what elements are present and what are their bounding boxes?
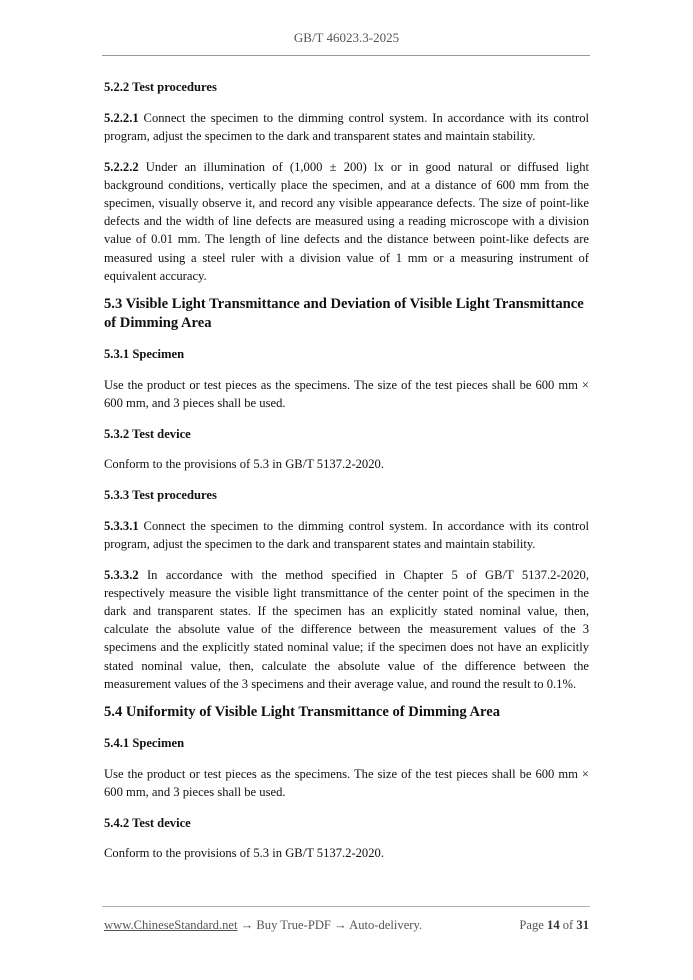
total-pages: 31: [576, 918, 589, 932]
clause-number: 5.3.3.2: [104, 567, 139, 582]
current-page: 14: [547, 918, 560, 932]
paragraph-5-2-2-1: [104, 109, 589, 145]
clause-number: 5.2.2.1: [104, 110, 139, 125]
paragraph-5-4-1: Use the product or test pieces as the specimens. The size of the test pieces shall be 600 mm × 600 mm, and 3 pieces shall be used.: [104, 766, 589, 799]
page-of: of: [559, 918, 577, 932]
page-footer: [104, 918, 589, 933]
clause-text: Under an illumination of (1,000 ± 200) lx or in good natural or diffused light background conditions, vertically place the specimen, and at a distance of 600 mm from the specimen, visually observe it, and record any visible appearance defects. The size of point-like defects and the width of line defects are measured using a reading microscope with a division value of 0.01 mm. The length of line defects and the distance between point-like defects are measured using a steel ruler with a division value of 1 mm or a measuring instrument of equivalent accuracy.: [104, 159, 589, 283]
page-number: [519, 918, 589, 933]
page-header-title: GB/T 46023.3-2025: [293, 30, 400, 45]
heading-5-3-2: 5.3.2 Test device: [104, 426, 191, 441]
clause-text: Connect the specimen to the dimming control system. In accordance with its control program, adjust the specimen to the dark and transparent states and maintain stability.: [104, 110, 589, 143]
heading-5-3-3: 5.3.3 Test procedures: [104, 488, 217, 503]
clause-number: 5.3.3.1: [104, 518, 139, 533]
document-body: [104, 78, 589, 875]
heading-5-4-1: 5.4.1 Specimen: [104, 736, 185, 751]
paragraph-5-3-2: Conform to the provisions of 5.3 in GB/T 5137.2-2020.: [104, 457, 384, 472]
paragraph-5-3-1: Use the product or test pieces as the specimens. The size of the test pieces shall be 600 mm × 600 mm, and 3 pieces shall be used.: [104, 377, 589, 410]
footer-tagline: → Buy True-PDF → Auto-delivery.: [237, 918, 423, 932]
website-link[interactable]: www.ChineseStandard.net: [104, 918, 238, 932]
footer-promo: [104, 918, 422, 933]
heading-5-3-1: 5.3.1 Specimen: [104, 347, 185, 362]
paragraph-5-3-3-2: [104, 566, 589, 693]
clause-text: Connect the specimen to the dimming control system. In accordance with its control program, adjust the specimen to the dark and transparent states and maintain stability.: [104, 518, 589, 551]
heading-5-4-2: 5.4.2 Test device: [104, 815, 191, 830]
heading-5-2-2: 5.2.2 Test procedures: [104, 80, 217, 94]
page-label: Page: [519, 918, 548, 932]
heading-5-3: 5.3 Visible Light Transmittance and Deviation of Visible Light Transmittance of Dimming Area: [104, 296, 584, 332]
footer-divider: [102, 906, 590, 907]
paragraph-5-3-3-1: [104, 517, 589, 553]
heading-5-4: 5.4 Uniformity of Visible Light Transmittance of Dimming Area: [104, 704, 501, 721]
clause-text: In accordance with the method specified in Chapter 5 of GB/T 5137.2-2020, respectively measure the visible light transmittance of the center point of the specimen in the dark and transparent states. If the specimen has an explicitly stated nominal value, then, calculate the absolute value of the difference between the measurement values of the 3 specimens and the explicitly stated nominal value; if the specimen does not have an explicitly stated nominal value, then, calculate the absolute value of the difference between the measurement values of the 3 specimens and their average value, and round the result to 0.1%.: [104, 567, 589, 691]
paragraph-5-4-2: Conform to the provisions of 5.3 in GB/T 5137.2-2020.: [104, 846, 384, 861]
clause-number: 5.2.2.2: [104, 159, 139, 174]
header-divider: [102, 55, 590, 56]
paragraph-5-2-2-2: [104, 158, 589, 285]
